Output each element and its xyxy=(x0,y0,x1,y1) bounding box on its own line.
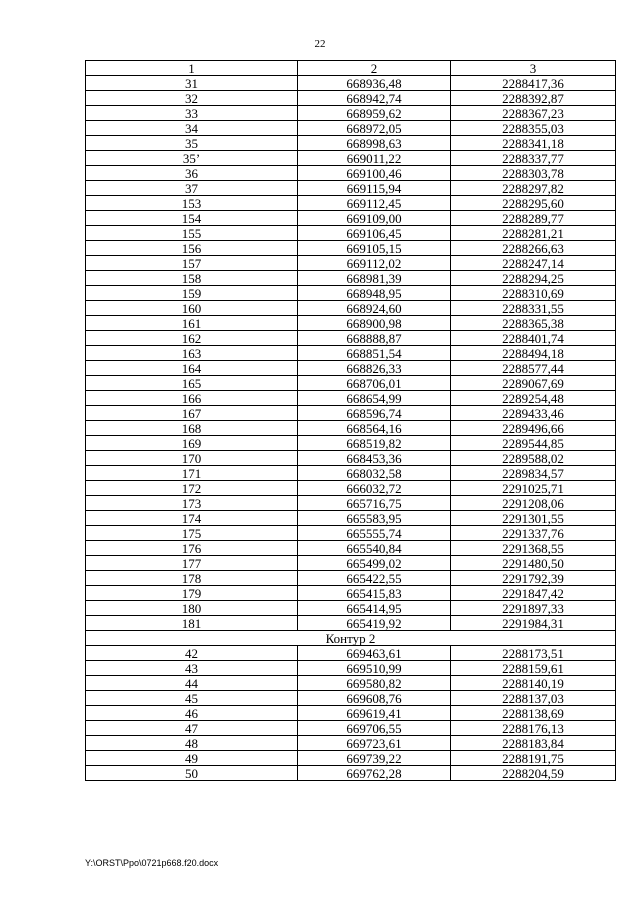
x-coordinate-cell: 668519,82 xyxy=(298,436,451,451)
section-row xyxy=(86,631,616,646)
point-number-cell: 43 xyxy=(86,661,298,676)
point-number-cell: 175 xyxy=(86,526,298,541)
y-coordinate-cell: 2291984,31 xyxy=(451,616,616,631)
x-coordinate-cell: 665499,02 xyxy=(298,556,451,571)
y-coordinate-cell: 2289544,85 xyxy=(451,436,616,451)
table-row xyxy=(86,211,616,226)
table-row xyxy=(86,646,616,661)
y-coordinate-cell: 2291337,76 xyxy=(451,526,616,541)
table-row xyxy=(86,736,616,751)
y-coordinate-cell: 2288355,03 xyxy=(451,121,616,136)
x-coordinate-cell: 668826,33 xyxy=(298,361,451,376)
point-number-cell: 33 xyxy=(86,106,298,121)
point-number-cell: 157 xyxy=(86,256,298,271)
point-number-cell: 49 xyxy=(86,751,298,766)
y-coordinate-cell: 2288494,18 xyxy=(451,346,616,361)
table-row xyxy=(86,151,616,166)
point-number-cell: 156 xyxy=(86,241,298,256)
point-number-cell: 181 xyxy=(86,616,298,631)
point-number-cell: 34 xyxy=(86,121,298,136)
x-coordinate-cell: 668936,48 xyxy=(298,76,451,91)
x-coordinate-cell: 668564,16 xyxy=(298,421,451,436)
point-number-cell: 159 xyxy=(86,286,298,301)
table-row xyxy=(86,466,616,481)
x-coordinate-cell: 665555,74 xyxy=(298,526,451,541)
point-number-cell: 170 xyxy=(86,451,298,466)
x-coordinate-cell: 668888,87 xyxy=(298,331,451,346)
x-coordinate-cell: 668972,05 xyxy=(298,121,451,136)
table-row xyxy=(86,376,616,391)
point-number-cell: 50 xyxy=(86,766,298,781)
table-row xyxy=(86,511,616,526)
y-coordinate-cell: 2288417,36 xyxy=(451,76,616,91)
point-number-cell: 174 xyxy=(86,511,298,526)
table-row xyxy=(86,526,616,541)
table-row xyxy=(86,451,616,466)
y-coordinate-cell: 2291847,42 xyxy=(451,586,616,601)
table-row xyxy=(86,271,616,286)
table-row xyxy=(86,361,616,376)
table-row xyxy=(86,181,616,196)
x-coordinate-cell: 666032,72 xyxy=(298,481,451,496)
y-coordinate-cell: 2288173,51 xyxy=(451,646,616,661)
x-coordinate-cell: 668981,39 xyxy=(298,271,451,286)
table-row xyxy=(86,391,616,406)
point-number-cell: 160 xyxy=(86,301,298,316)
x-coordinate-cell: 668706,01 xyxy=(298,376,451,391)
point-number-cell: 173 xyxy=(86,496,298,511)
x-coordinate-cell: 669723,61 xyxy=(298,736,451,751)
y-coordinate-cell: 2288392,87 xyxy=(451,91,616,106)
point-number-cell: 46 xyxy=(86,706,298,721)
point-number-cell: 178 xyxy=(86,571,298,586)
y-coordinate-cell: 2291897,33 xyxy=(451,601,616,616)
table-header-row xyxy=(86,61,616,76)
point-number-cell: 155 xyxy=(86,226,298,241)
table-row xyxy=(86,601,616,616)
x-coordinate-cell: 669105,15 xyxy=(298,241,451,256)
y-coordinate-cell: 2289067,69 xyxy=(451,376,616,391)
point-number-cell: 180 xyxy=(86,601,298,616)
y-coordinate-cell: 2288294,25 xyxy=(451,271,616,286)
y-coordinate-cell: 2288247,14 xyxy=(451,256,616,271)
point-number-cell: 166 xyxy=(86,391,298,406)
column-header: 1 xyxy=(86,61,298,76)
table-row xyxy=(86,706,616,721)
y-coordinate-cell: 2289433,46 xyxy=(451,406,616,421)
y-coordinate-cell: 2288137,03 xyxy=(451,691,616,706)
section-title: Контур 2 xyxy=(86,631,616,646)
table-row xyxy=(86,481,616,496)
table-row xyxy=(86,616,616,631)
point-number-cell: 179 xyxy=(86,586,298,601)
table-row xyxy=(86,256,616,271)
x-coordinate-cell: 668924,60 xyxy=(298,301,451,316)
y-coordinate-cell: 2291480,50 xyxy=(451,556,616,571)
column-header: 2 xyxy=(298,61,451,76)
x-coordinate-cell: 665583,95 xyxy=(298,511,451,526)
table-body xyxy=(86,76,616,781)
x-coordinate-cell: 669580,82 xyxy=(298,676,451,691)
point-number-cell: 48 xyxy=(86,736,298,751)
x-coordinate-cell: 669100,46 xyxy=(298,166,451,181)
table-row xyxy=(86,586,616,601)
table-row xyxy=(86,226,616,241)
x-coordinate-cell: 665540,84 xyxy=(298,541,451,556)
x-coordinate-cell: 669109,00 xyxy=(298,211,451,226)
x-coordinate-cell: 668900,98 xyxy=(298,316,451,331)
table-row xyxy=(86,121,616,136)
y-coordinate-cell: 2288337,77 xyxy=(451,151,616,166)
table-row xyxy=(86,331,616,346)
x-coordinate-cell: 668948,95 xyxy=(298,286,451,301)
point-number-cell: 153 xyxy=(86,196,298,211)
x-coordinate-cell: 668654,99 xyxy=(298,391,451,406)
y-coordinate-cell: 2288297,82 xyxy=(451,181,616,196)
y-coordinate-cell: 2289254,48 xyxy=(451,391,616,406)
x-coordinate-cell: 668596,74 xyxy=(298,406,451,421)
y-coordinate-cell: 2289588,02 xyxy=(451,451,616,466)
table-row xyxy=(86,196,616,211)
x-coordinate-cell: 665415,83 xyxy=(298,586,451,601)
x-coordinate-cell: 668032,58 xyxy=(298,466,451,481)
table-row xyxy=(86,241,616,256)
point-number-cell: 176 xyxy=(86,541,298,556)
x-coordinate-cell: 669115,94 xyxy=(298,181,451,196)
column-header: 3 xyxy=(451,61,616,76)
table-row xyxy=(86,541,616,556)
y-coordinate-cell: 2291025,71 xyxy=(451,481,616,496)
y-coordinate-cell: 2288266,63 xyxy=(451,241,616,256)
point-number-cell: 161 xyxy=(86,316,298,331)
y-coordinate-cell: 2288159,61 xyxy=(451,661,616,676)
table-row xyxy=(86,676,616,691)
point-number-cell: 169 xyxy=(86,436,298,451)
y-coordinate-cell: 2289496,66 xyxy=(451,421,616,436)
point-number-cell: 37 xyxy=(86,181,298,196)
point-number-cell: 177 xyxy=(86,556,298,571)
x-coordinate-cell: 668453,36 xyxy=(298,451,451,466)
x-coordinate-cell: 669619,41 xyxy=(298,706,451,721)
y-coordinate-cell: 2291368,55 xyxy=(451,541,616,556)
page-number: 22 xyxy=(314,38,326,50)
x-coordinate-cell: 665422,55 xyxy=(298,571,451,586)
y-coordinate-cell: 2288176,13 xyxy=(451,721,616,736)
y-coordinate-cell: 2288401,74 xyxy=(451,331,616,346)
table-row xyxy=(86,421,616,436)
x-coordinate-cell: 669608,76 xyxy=(298,691,451,706)
y-coordinate-cell: 2288183,84 xyxy=(451,736,616,751)
file-path-footer: Y:\ORST\Ppo\0721p668.f20.docx xyxy=(85,858,219,868)
x-coordinate-cell: 669510,99 xyxy=(298,661,451,676)
point-number-cell: 44 xyxy=(86,676,298,691)
point-number-cell: 165 xyxy=(86,376,298,391)
y-coordinate-cell: 2288289,77 xyxy=(451,211,616,226)
table-row xyxy=(86,346,616,361)
x-coordinate-cell: 669762,28 xyxy=(298,766,451,781)
y-coordinate-cell: 2288191,75 xyxy=(451,751,616,766)
x-coordinate-cell: 669706,55 xyxy=(298,721,451,736)
point-number-cell: 36 xyxy=(86,166,298,181)
point-number-cell: 158 xyxy=(86,271,298,286)
point-number-cell: 35’ xyxy=(86,151,298,166)
coordinates-table xyxy=(85,60,616,781)
y-coordinate-cell: 2289834,57 xyxy=(451,466,616,481)
x-coordinate-cell: 669463,61 xyxy=(298,646,451,661)
table-row xyxy=(86,76,616,91)
y-coordinate-cell: 2288204,59 xyxy=(451,766,616,781)
point-number-cell: 162 xyxy=(86,331,298,346)
y-coordinate-cell: 2288140,19 xyxy=(451,676,616,691)
point-number-cell: 163 xyxy=(86,346,298,361)
y-coordinate-cell: 2288295,60 xyxy=(451,196,616,211)
x-coordinate-cell: 668998,63 xyxy=(298,136,451,151)
y-coordinate-cell: 2291301,55 xyxy=(451,511,616,526)
x-coordinate-cell: 668959,62 xyxy=(298,106,451,121)
table-row xyxy=(86,766,616,781)
point-number-cell: 45 xyxy=(86,691,298,706)
table-row xyxy=(86,721,616,736)
y-coordinate-cell: 2288341,18 xyxy=(451,136,616,151)
y-coordinate-cell: 2288138,69 xyxy=(451,706,616,721)
table-row xyxy=(86,106,616,121)
point-number-cell: 164 xyxy=(86,361,298,376)
table-row xyxy=(86,661,616,676)
table-row xyxy=(86,166,616,181)
table-row xyxy=(86,316,616,331)
table-row xyxy=(86,286,616,301)
y-coordinate-cell: 2288365,38 xyxy=(451,316,616,331)
y-coordinate-cell: 2288303,78 xyxy=(451,166,616,181)
table-row xyxy=(86,691,616,706)
y-coordinate-cell: 2288310,69 xyxy=(451,286,616,301)
point-number-cell: 171 xyxy=(86,466,298,481)
y-coordinate-cell: 2288367,23 xyxy=(451,106,616,121)
x-coordinate-cell: 668851,54 xyxy=(298,346,451,361)
table-row xyxy=(86,751,616,766)
x-coordinate-cell: 665414,95 xyxy=(298,601,451,616)
table-row xyxy=(86,571,616,586)
x-coordinate-cell: 669011,22 xyxy=(298,151,451,166)
table-row xyxy=(86,556,616,571)
x-coordinate-cell: 665419,92 xyxy=(298,616,451,631)
y-coordinate-cell: 2288577,44 xyxy=(451,361,616,376)
table-row xyxy=(86,496,616,511)
y-coordinate-cell: 2291792,39 xyxy=(451,571,616,586)
point-number-cell: 154 xyxy=(86,211,298,226)
point-number-cell: 32 xyxy=(86,91,298,106)
point-number-cell: 31 xyxy=(86,76,298,91)
y-coordinate-cell: 2288331,55 xyxy=(451,301,616,316)
y-coordinate-cell: 2288281,21 xyxy=(451,226,616,241)
point-number-cell: 172 xyxy=(86,481,298,496)
x-coordinate-cell: 668942,74 xyxy=(298,91,451,106)
point-number-cell: 47 xyxy=(86,721,298,736)
table-row xyxy=(86,406,616,421)
table-row xyxy=(86,436,616,451)
table-row xyxy=(86,136,616,151)
x-coordinate-cell: 665716,75 xyxy=(298,496,451,511)
y-coordinate-cell: 2291208,06 xyxy=(451,496,616,511)
point-number-cell: 42 xyxy=(86,646,298,661)
point-number-cell: 167 xyxy=(86,406,298,421)
table-row xyxy=(86,301,616,316)
table-row xyxy=(86,91,616,106)
point-number-cell: 35 xyxy=(86,136,298,151)
point-number-cell: 168 xyxy=(86,421,298,436)
x-coordinate-cell: 669739,22 xyxy=(298,751,451,766)
x-coordinate-cell: 669106,45 xyxy=(298,226,451,241)
x-coordinate-cell: 669112,45 xyxy=(298,196,451,211)
x-coordinate-cell: 669112,02 xyxy=(298,256,451,271)
